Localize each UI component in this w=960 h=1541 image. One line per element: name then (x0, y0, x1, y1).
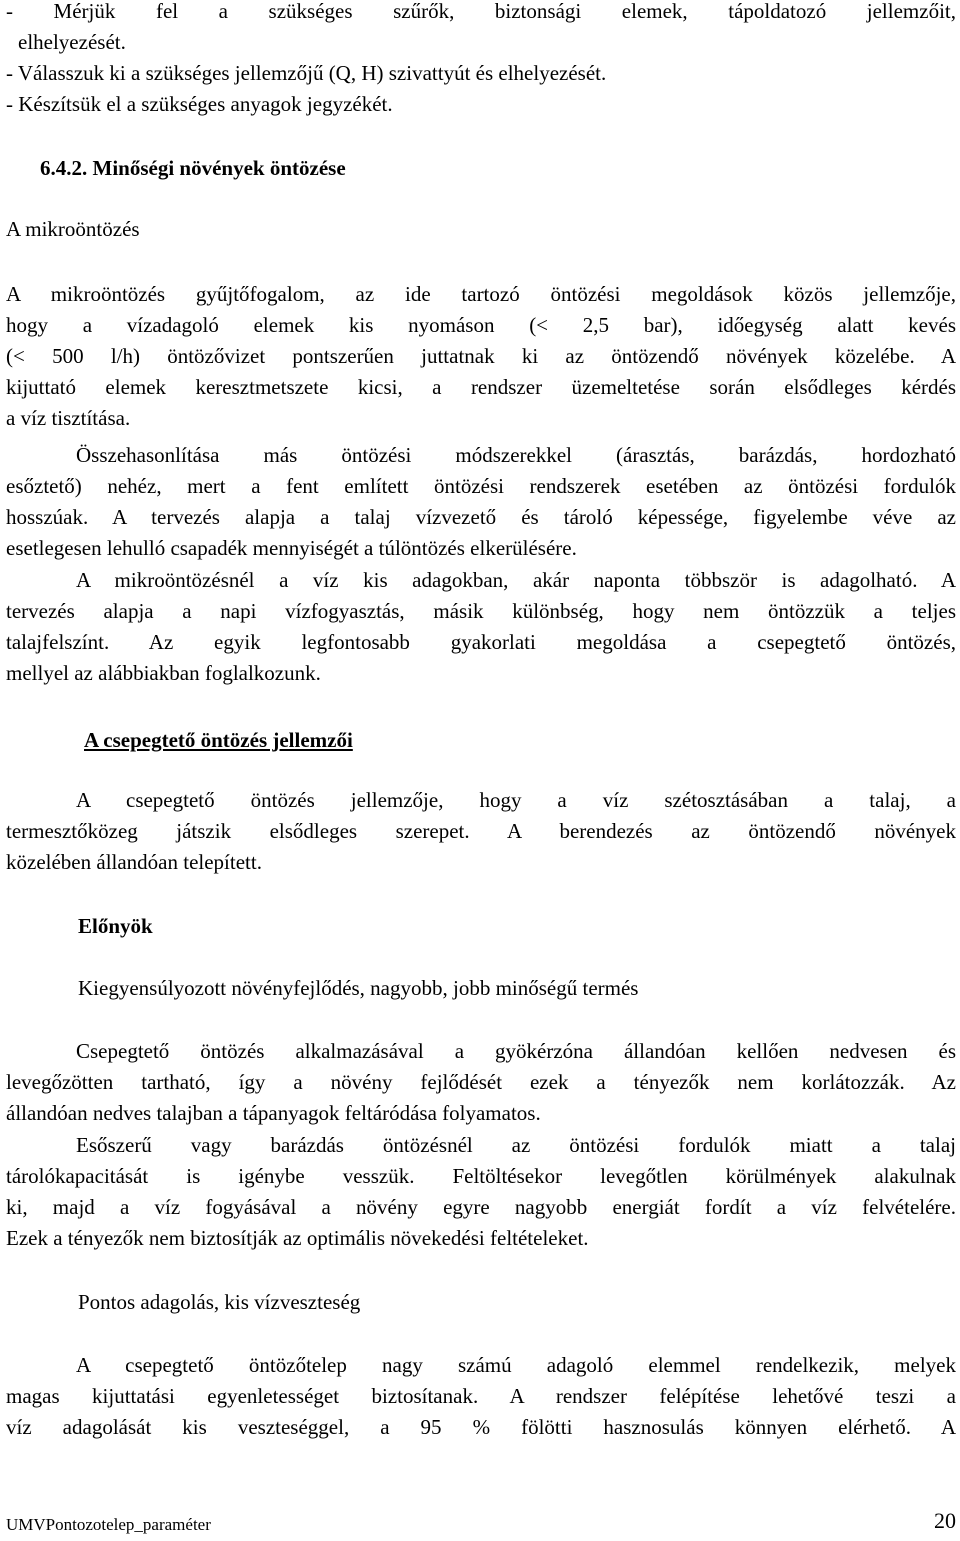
paragraph-line: A csepegtető öntözés jellemzője, hogy a víz szétosztásában a talaj, a (76, 788, 956, 812)
paragraph-line: A csepegtető öntözőtelep nagy számú adagoló elemmel rendelkezik, melyek (76, 1353, 956, 1377)
list-item-1a: - Mérjük fel a szükséges szűrők, biztonsági elemek, tápoldatozó jellemzőit, (6, 0, 956, 23)
section-subtitle: A mikroöntözés (6, 217, 140, 241)
advantages-heading: Előnyök (78, 914, 153, 938)
paragraph-6 (6, 1130, 956, 1254)
page-number: 20 (934, 1508, 956, 1533)
paragraph-line: A mikroöntözésnél a víz kis adagokban, akár naponta többször is adagolható. A (76, 568, 956, 592)
paragraph-line: tervezés alapja a napi vízfogyasztás, másik különbség, hogy nem öntözzük a teljes (6, 599, 956, 623)
advantage-2-title: Pontos adagolás, kis vízveszteség (78, 1290, 361, 1314)
paragraph-line: hosszúak. A tervezés alapja a talaj vízvezető és tároló képessége, figyelembe véve az (6, 505, 956, 529)
paragraph-7 (6, 1350, 956, 1443)
paragraph-1 (6, 279, 956, 434)
paragraph-line: közelében állandóan telepített. (6, 850, 262, 874)
list-item-2: - Válasszuk ki a szükséges jellemzőjű (Q, H) szivattyút és elhelyezését. (6, 61, 607, 85)
paragraph-2 (6, 440, 956, 564)
paragraph-line: Esőszerű vagy barázdás öntözésnél az öntözési fordulók miatt a talaj (76, 1133, 956, 1157)
paragraph-line: esetlegesen lehulló csapadék mennyiségét a túlöntözés elkerülésére. (6, 536, 577, 560)
footer-filename: UMVPontozotelep_paraméter (6, 1515, 211, 1534)
drip-heading: A csepegtető öntözés jellemzői (84, 728, 353, 752)
paragraph-4 (6, 785, 956, 878)
advantage-1-title: Kiegyensúlyozott növényfejlődés, nagyobb, jobb minőségű termés (78, 976, 639, 1000)
paragraph-line: A mikroöntözés gyűjtőfogalom, az ide tartozó öntözési megoldások közös jellemzője, (6, 282, 956, 306)
paragraph-line: mellyel az alábbiakban foglalkozunk. (6, 661, 321, 685)
paragraph-line: a víz tisztítása. (6, 406, 131, 430)
paragraph-line: termesztőközeg játszik elsődleges szerepet. A berendezés az öntözendő növények (6, 819, 956, 843)
list-item-1b: elhelyezését. (18, 30, 126, 54)
top-list (6, 0, 956, 120)
paragraph-line: Ezek a tényezők nem biztosítják az optimális növekedési feltételeket. (6, 1226, 589, 1250)
paragraph-line: levegőzötten tartható, így a növény fejlődését ezek a tényezők nem korlátozzák. Az (6, 1070, 956, 1094)
paragraph-line: Csepegtető öntözés alkalmazásával a gyökérzóna állandóan kellően nedvesen és (76, 1039, 956, 1063)
paragraph-line: állandóan nedves talajban a tápanyagok feltáródása folyamatos. (6, 1101, 541, 1125)
paragraph-line: kijuttató elemek keresztmetszete kicsi, a rendszer üzemeltetése során elsődleges kérdés (6, 375, 956, 399)
paragraph-line: ki, majd a víz fogyásával a növény egyre nagyobb energiát fordít a víz felvételére. (6, 1195, 956, 1219)
paragraph-line: Összehasonlítása más öntözési módszerekkel (árasztás, barázdás, hordozható (76, 443, 956, 467)
section-title: 6.4.2. Minőségi növények öntözése (40, 156, 346, 180)
paragraph-line: esőztető) nehéz, mert a fent említett öntözési rendszerek esetében az öntözési fordulók (6, 474, 956, 498)
paragraph-line: hogy a vízadagoló elemek kis nyomáson (< 2,5 bar), időegység alatt kevés (6, 313, 956, 337)
paragraph-5 (6, 1036, 956, 1129)
paragraph-line: víz adagolását kis veszteséggel, a 95 % fölötti hasznosulás könnyen elérhető. A (6, 1415, 956, 1439)
paragraph-line: magas kijuttatási egyenletességet biztosítanak. A rendszer felépítése lehetővé teszi a (6, 1384, 956, 1408)
paragraph-line: talajfelszínt. Az egyik legfontosabb gyakorlati megoldása a csepegtető öntözés, (6, 630, 956, 654)
paragraph-3 (6, 565, 956, 689)
list-item-3: - Készítsük el a szükséges anyagok jegyzékét. (6, 92, 393, 116)
paragraph-line: (< 500 l/h) öntözővizet pontszerűen juttatnak ki az öntözendő növények közelébe. A (6, 344, 956, 368)
paragraph-line: tárolókapacitását is igénybe vesszük. Feltöltésekor levegőtlen körülmények alakulnak (6, 1164, 956, 1188)
